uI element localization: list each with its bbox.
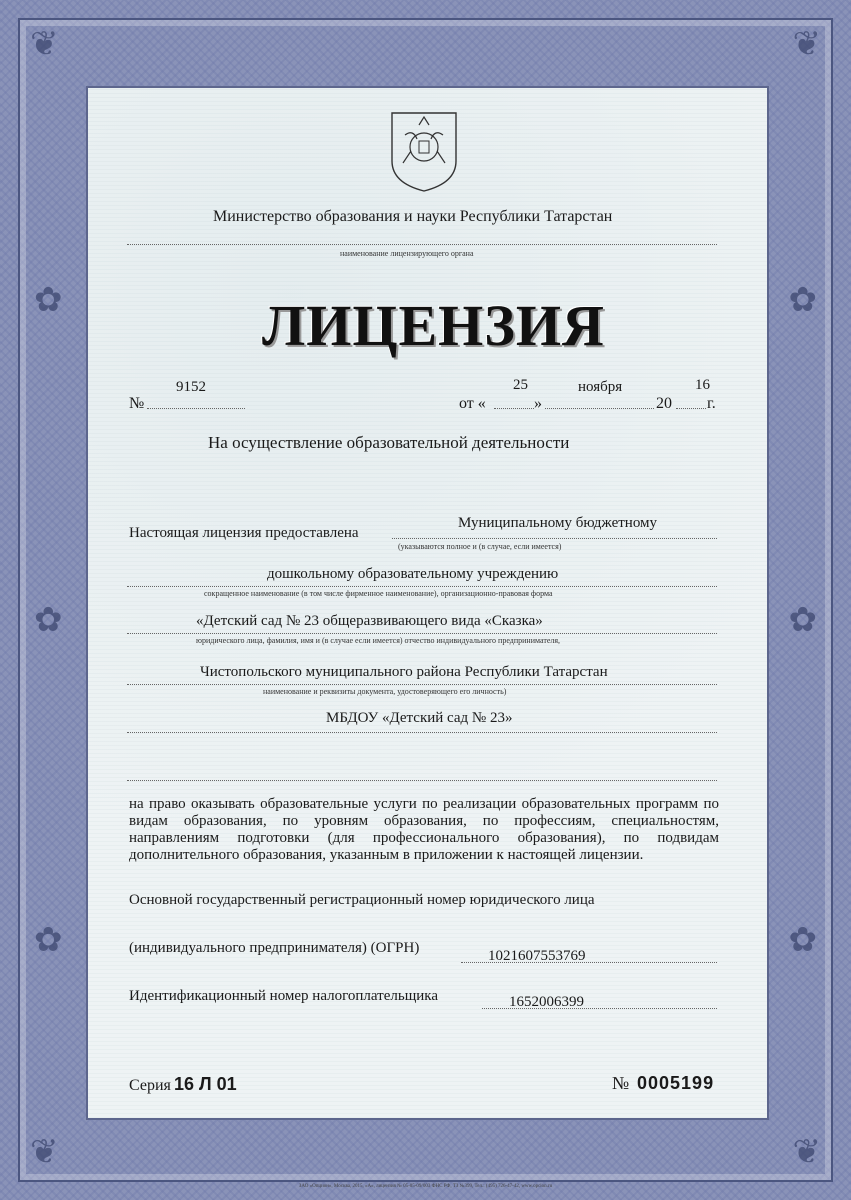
year-prefix: 20 [656, 395, 672, 412]
month-line [545, 408, 654, 409]
side-ornament-icon: ✿ [788, 922, 817, 959]
license-month: ноября [578, 379, 623, 395]
authority-line [127, 244, 717, 245]
grant-line-3: «Детский сад № 23 общеразвивающего вида «Сказка» [196, 613, 543, 629]
license-year: 16 [695, 377, 710, 393]
corner-ornament-icon: ❦ [792, 1134, 821, 1171]
grant-underline-1 [392, 538, 717, 539]
grant-underline-3 [127, 633, 717, 634]
blank-number-value: 0005199 [637, 1073, 715, 1093]
ogrn-value: 1021607553769 [488, 948, 586, 964]
authority-name: Министерство образования и науки Республики Татарстан [213, 208, 613, 225]
grant-label: Настоящая лицензия предоставлена [129, 525, 359, 541]
grant-line-5: МБДОУ «Детский сад № 23» [326, 710, 513, 726]
grant-underline-5 [127, 732, 717, 733]
authority-caption: наименование лицензирующего органа [340, 249, 474, 258]
grant-caption-3: юридического лица, фамилия, имя и (в случае если имеется) отчество индивидуального предпринимателя, [196, 636, 561, 645]
day-line [494, 408, 534, 409]
license-right-text: на право оказывать образовательные услуги по реализации образовательных программ по видам образования, по уровням образования, по профессиям, специальностям, направлениям подготовки (для профессионального образования), по подвидам дополнительного образования, указанным в приложении к настоящей лицензии. [129, 796, 719, 863]
corner-ornament-icon: ❦ [30, 1134, 59, 1171]
side-ornament-icon: ✿ [34, 282, 63, 319]
number-label: № [129, 395, 145, 412]
printer-footer: ЗАО «Опцион», Москва, 2015, «А», лицензия № 05-05-09/003 ФНС РФ, ТЗ №399, Тел.: (495) 726-47-42, www.opcion.ru [298, 1184, 553, 1189]
grant-line-2: дошкольному образовательному учреждению [267, 566, 559, 582]
year-suffix: г. [707, 395, 716, 412]
document-title: ЛИЦЕНЗИЯ [262, 293, 605, 358]
license-day: 25 [513, 377, 528, 393]
corner-ornament-icon: ❦ [792, 26, 821, 63]
grant-line-4: Чистопольского муниципального района Республики Татарстан [200, 664, 608, 680]
series-value: 16 Л 01 [174, 1074, 237, 1094]
side-ornament-icon: ✿ [34, 602, 63, 639]
inn-label: Идентификационный номер налогоплательщика [129, 988, 439, 1004]
year-line [676, 408, 706, 409]
grant-caption-4: наименование и реквизиты документа, удостоверяющего его личность) [263, 687, 507, 696]
number-line [147, 408, 245, 409]
ogrn-line [461, 962, 717, 963]
grant-underline-4 [127, 684, 717, 685]
series-label: Серия [129, 1077, 171, 1094]
license-number: 9152 [176, 379, 206, 395]
inn-value: 1652006399 [509, 994, 584, 1010]
grant-underline-6 [127, 780, 717, 781]
side-ornament-icon: ✿ [788, 602, 817, 639]
date-mid: » [534, 395, 542, 412]
license-purpose: На осуществление образовательной деятельности [208, 433, 570, 452]
blank-number-label: № [612, 1073, 630, 1093]
coat-of-arms-icon [389, 111, 459, 193]
side-ornament-icon: ✿ [788, 282, 817, 319]
ogrn-label-1: Основной государственный регистрационный номер юридического лица [129, 892, 595, 908]
ogrn-label-2: (индивидуального предпринимателя) (ОГРН) [129, 940, 420, 956]
side-ornament-icon: ✿ [34, 922, 63, 959]
license-paper [86, 86, 769, 1120]
grant-line-1: Муниципальному бюджетному [458, 515, 658, 531]
corner-ornament-icon: ❦ [30, 26, 59, 63]
date-prefix: от « [459, 395, 486, 412]
inn-line [482, 1008, 717, 1009]
grant-caption-2: сокращенное наименование (в том числе фирменное наименование), организационно-правовая форма [204, 589, 553, 598]
grant-caption-1: (указываются полное и (в случае, если имеется) [398, 542, 562, 551]
grant-underline-2 [127, 586, 717, 587]
